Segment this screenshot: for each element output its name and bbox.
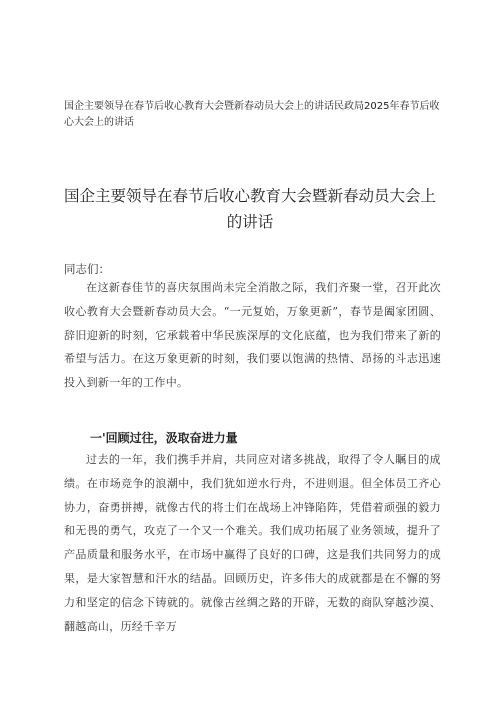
header-title: 国企主要领导在春节后收心教育大会暨新春动员大会上的讲话民政局2025年春节后收心大会上的讲话	[64, 101, 440, 128]
paragraph-intro: 在这新春佳节的喜庆氛围尚未完全消散之际，我们齐聚一堂，召开此次收心教育大会暨新春动员大会。“一元复始，万象更新”，春节是阖家团圆、辞旧迎新的时刻，它承载着中华民族深厚的文化底蕴，也为我们带来了新的希望与活力。在这万象更新的时刻，我们要以饱满的热情、昂扬的斗志迅速投入到新一年的工作中。	[64, 281, 441, 390]
section-heading: 一'回顾过往，汲取奋进力量	[90, 431, 238, 445]
main-title: 国企主要领导在春节后收心教育大会暨新春动员大会上的讲话	[63, 187, 436, 231]
salutation: 同志们：	[64, 262, 110, 276]
paragraph-review: 过去的一年，我们携手并肩，共同应对诸多挑战，取得了令人瞩目的成绩。在市场竞争的浪潮中，我们犹如逆水行舟，不进则退。但全体员工齐心协力，奋勇拼搏，就像古代的将士们在战场上冲锋陷阵，凭借着顽强的毅力和无畏的勇气，攻克了一个又一个难关。我们成功拓展了业务领域，提升了产品质量和服务水平，在市场中赢得了良好的口碑，这是我们共同努力的成果，是大家智慧和汗水的结晶。回顾历史，许多伟大的成就都是在不懈的努力和坚定的信念下铸就的。就像古丝绸之路的开辟，无数的商队穿越沙漠、翻越高山，历经千辛万	[64, 453, 441, 633]
